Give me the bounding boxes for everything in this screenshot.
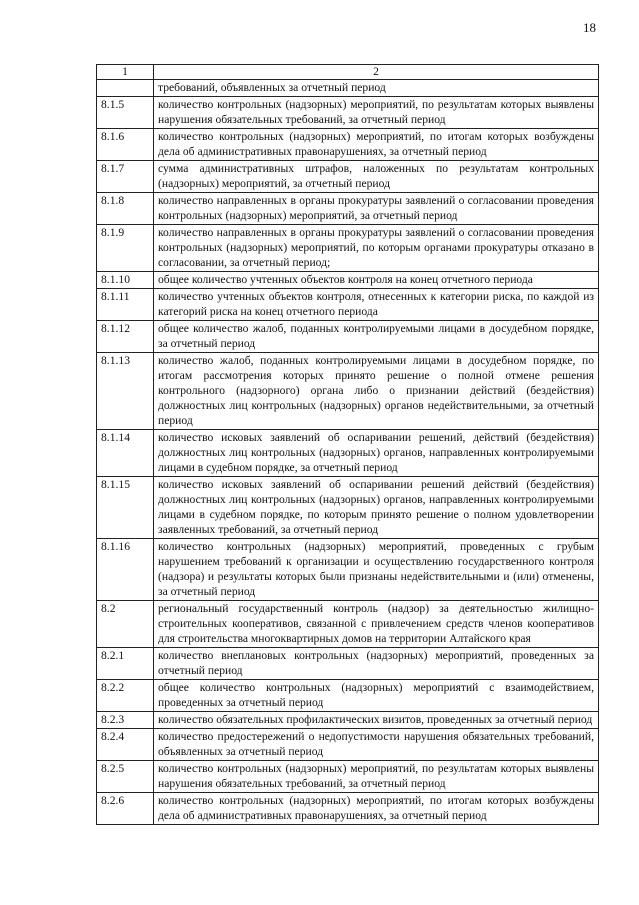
page-number: 18 [583, 20, 596, 35]
row-description: количество контрольных (надзорных) мероприятий, по итогам которых возбуждены дела об административных правонарушениях, за отчетный период [154, 129, 599, 161]
row-description: количество предостережений о недопустимости нарушения обязательных требований, объявленных за отчетный период [154, 729, 599, 761]
row-code: 8.2.4 [97, 729, 154, 761]
table-row [97, 80, 599, 97]
row-description: количество контрольных (надзорных) мероприятий, по результатам которых выявлены нарушения обязательных требований, за отчетный период [154, 761, 599, 793]
row-description: количество направленных в органы прокуратуры заявлений о согласовании проведения контрольных (надзорных) мероприятий, за отчетный период [154, 193, 599, 225]
row-code: 8.1.12 [97, 321, 154, 353]
row-code: 8.1.11 [97, 289, 154, 321]
table-row [97, 539, 599, 601]
table-row [97, 761, 599, 793]
table-row [97, 477, 599, 539]
row-code: 8.1.13 [97, 353, 154, 430]
row-description: количество контрольных (надзорных) мероприятий, по итогам которых возбуждены дела об административных правонарушениях, за отчетный период [154, 793, 599, 825]
row-description: количество исковых заявлений об оспаривании решений действий (бездействия) должностных лиц контрольных (надзорных) органов, направленных контролируемыми лицами в судебном порядке, по которым принято решение о полном удовлетворении заявленных требований, за отчетный период [154, 477, 599, 539]
row-code: 8.2.2 [97, 680, 154, 712]
table-row [97, 289, 599, 321]
table-row [97, 648, 599, 680]
table-row [97, 430, 599, 477]
row-description: количество направленных в органы прокуратуры заявлений о согласовании проведения контрольных (надзорных) мероприятий, по которым органами прокуратуры отказано в согласовании, за отчетный период; [154, 225, 599, 272]
table-row [97, 272, 599, 289]
row-code: 8.1.14 [97, 430, 154, 477]
row-description: количество внеплановых контрольных (надзорных) мероприятий, проведенных за отчетный период [154, 648, 599, 680]
row-description: количество исковых заявлений об оспаривании решений, действий (бездействия) должностных лиц контрольных (надзорных) органов, направленных контролируемыми лицами в судебном порядке, за отчетный период [154, 430, 599, 477]
row-code: 8.1.10 [97, 272, 154, 289]
column-header-2: 2 [154, 65, 599, 80]
table-header-row [97, 65, 599, 80]
row-code: 8.1.5 [97, 97, 154, 129]
table-row [97, 729, 599, 761]
row-code: 8.1.8 [97, 193, 154, 225]
row-description: количество учтенных объектов контроля, отнесенных к категории риска, по каждой из категорий риска на конец отчетного периода [154, 289, 599, 321]
row-description: количество жалоб, поданных контролируемыми лицами в досудебном порядке, по итогам рассмотрения которых принято решение о полной отмене решения контрольного (надзорного) органа либо о признании действий (бездействия) должностных лиц контрольных (надзорных) органов недействительными, за отчетный период [154, 353, 599, 430]
table-body [97, 80, 599, 825]
row-description: количество контрольных (надзорных) мероприятий, по результатам которых выявлены нарушения обязательных требований, за отчетный период [154, 97, 599, 129]
row-description: общее количество жалоб, поданных контролируемыми лицами в досудебном порядке, за отчетный период [154, 321, 599, 353]
table-row [97, 161, 599, 193]
row-code: 8.2.1 [97, 648, 154, 680]
table-row [97, 97, 599, 129]
row-code: 8.2 [97, 601, 154, 648]
table-row [97, 601, 599, 648]
table-row [97, 712, 599, 729]
row-code: 8.1.15 [97, 477, 154, 539]
table-row [97, 193, 599, 225]
row-code: 8.1.6 [97, 129, 154, 161]
row-description: общее количество контрольных (надзорных) мероприятий с взаимодействием, проведенных за отчетный период [154, 680, 599, 712]
table-row [97, 793, 599, 825]
row-code: 8.1.9 [97, 225, 154, 272]
row-code: 8.2.6 [97, 793, 154, 825]
indicators-table [96, 64, 599, 825]
row-description: количество обязательных профилактических визитов, проведенных за отчетный период [154, 712, 599, 729]
row-code: 8.2.3 [97, 712, 154, 729]
table-row [97, 321, 599, 353]
row-code: 8.1.7 [97, 161, 154, 193]
table-row [97, 680, 599, 712]
row-code [97, 80, 154, 97]
row-code: 8.1.16 [97, 539, 154, 601]
row-code: 8.2.5 [97, 761, 154, 793]
row-description: требований, объявленных за отчетный период [154, 80, 599, 97]
column-header-1: 1 [97, 65, 154, 80]
row-description: региональный государственный контроль (надзор) за деятельностью жилищно-строительных кооперативов, связанной с привлечением средств членов кооперативов для строительства многоквартирных домов на территории Алтайского края [154, 601, 599, 648]
row-description: общее количество учтенных объектов контроля на конец отчетного периода [154, 272, 599, 289]
table-row [97, 129, 599, 161]
table-row [97, 353, 599, 430]
row-description: количество контрольных (надзорных) мероприятий, проведенных с грубым нарушением требований к организации и осуществлению государственного контроля (надзора) и результаты которых были признаны недействительными и (или) отменены, за отчетный период [154, 539, 599, 601]
row-description: сумма административных штрафов, наложенных по результатам контрольных (надзорных) мероприятий, за отчетный период [154, 161, 599, 193]
table-row [97, 225, 599, 272]
